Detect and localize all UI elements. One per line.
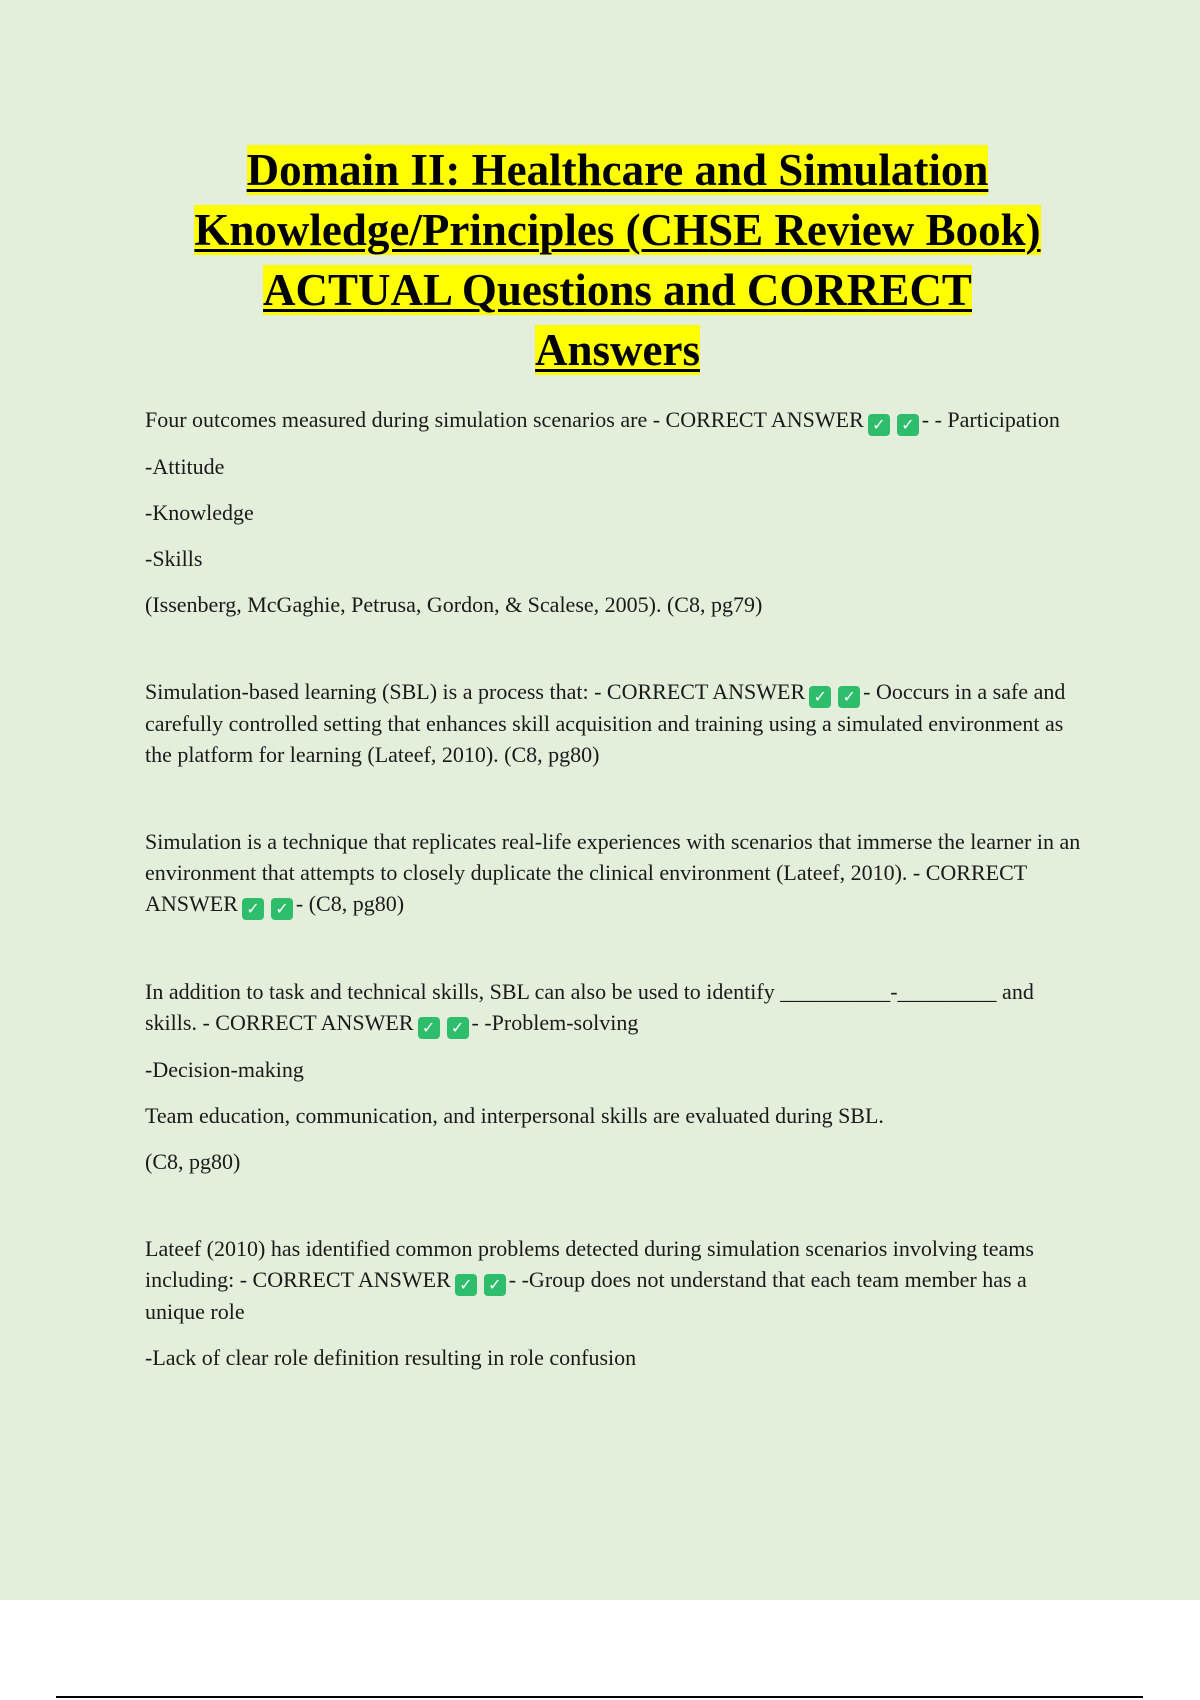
answer-text: - - Participation — [921, 407, 1060, 432]
check-mark-icon: ✓ — [838, 686, 860, 708]
citation-line: (C8, pg80) — [145, 1149, 241, 1174]
answer-line: -Decision-making — [145, 1057, 304, 1082]
question-text: In addition to task and technical skills, SBL can also be used to identify __________-_________ and skills. - CORRECT ANSWER — [145, 979, 1034, 1035]
check-mark-icon: ✓ — [271, 898, 293, 920]
citation-line: (Issenberg, McGaghie, Petrusa, Gordon, & Scalese, 2005). (C8, pg79) — [145, 592, 763, 617]
answer-text: - -Problem-solving — [471, 1010, 639, 1035]
answer-line: -Skills — [145, 546, 203, 571]
document-title — [130, 140, 1105, 380]
qa-item — [145, 404, 1090, 436]
question-text: Lateef (2010) has identified common problems detected during simulation scenarios involving teams including: - CORRECT ANSWER — [145, 1236, 1034, 1292]
title-line-3: ACTUAL Questions and CORRECT — [263, 265, 972, 315]
title-line-1: Domain II: Healthcare and Simulation — [246, 145, 989, 195]
title-line-4: Answers — [535, 325, 700, 375]
qa-item — [145, 826, 1090, 920]
answer-line: Team education, communication, and interpersonal skills are evaluated during SBL. — [145, 1103, 884, 1128]
answer-text: - -Group does not understand that each team member has a unique role — [145, 1267, 1027, 1324]
check-mark-icon: ✓ — [897, 414, 919, 436]
answer-line: -Knowledge — [145, 500, 254, 525]
check-mark-icon: ✓ — [484, 1274, 506, 1296]
answer-line: -Attitude — [145, 454, 225, 479]
answer-line: -Lack of clear role definition resulting in role confusion — [145, 1345, 637, 1370]
footer-divider — [56, 1696, 1143, 1698]
check-mark-icon: ✓ — [868, 414, 890, 436]
question-text: Four outcomes measured during simulation scenarios are - CORRECT ANSWER — [145, 407, 864, 432]
title-heading — [130, 140, 1105, 380]
check-mark-icon: ✓ — [242, 898, 264, 920]
qa-item — [145, 976, 1090, 1039]
check-mark-icon: ✓ — [809, 686, 831, 708]
check-mark-icon: ✓ — [447, 1017, 469, 1039]
qa-content — [145, 404, 1090, 1388]
qa-item — [145, 676, 1090, 770]
qa-item — [145, 1233, 1090, 1327]
answer-text: - (C8, pg80) — [295, 891, 405, 916]
question-text: Simulation is a technique that replicates real-life experiences with scenarios that immerse the learner in an environment that attempts to closely duplicate the clinical environment (Lateef, 2010). - CORRECT ANSWER — [145, 829, 1081, 916]
title-line-2: Knowledge/Principles (CHSE Review Book) — [194, 205, 1041, 255]
check-mark-icon: ✓ — [455, 1274, 477, 1296]
check-mark-icon: ✓ — [418, 1017, 440, 1039]
question-text: Simulation-based learning (SBL) is a process that: - CORRECT ANSWER — [145, 679, 806, 704]
answer-text: - Ooccurs in a safe and carefully controlled setting that enhances skill acquisition and training using a simulated environment as the platform for learning (Lateef, 2010). (C8, pg80) — [145, 679, 1066, 767]
